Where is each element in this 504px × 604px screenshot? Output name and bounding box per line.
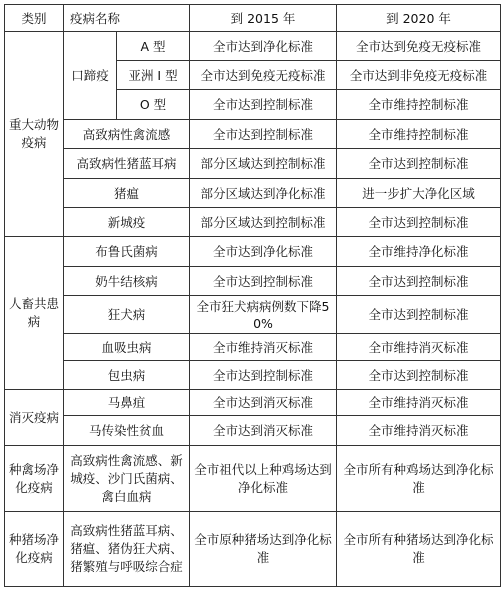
cell-2015: 部分区域达到净化标准 xyxy=(190,179,337,208)
disease-name: 血吸虫病 xyxy=(64,334,190,361)
group-pig-farm: 种猪场净化疫病 xyxy=(5,512,64,587)
cell-2015: 部分区域达到控制标准 xyxy=(190,208,337,237)
cell-2020: 进一步扩大净化区域 xyxy=(337,179,501,208)
cell-2015: 全市达到控制标准 xyxy=(190,120,337,149)
header-target-2015: 到 2015 年 xyxy=(190,5,337,32)
group-major: 重大动物疫病 xyxy=(5,32,64,237)
group-eliminate: 消灭疫病 xyxy=(5,390,64,446)
disease-name: 高致病性禽流感、新城疫、沙门氏菌病、禽白血病 xyxy=(64,446,190,512)
cell-2015: 全市达到免疫无疫标准 xyxy=(190,61,337,90)
table-row xyxy=(5,416,501,446)
disease-name: 新城疫 xyxy=(64,208,190,237)
cell-2020: 全市所有种鸡场达到净化标准 xyxy=(337,446,501,512)
disease-name: 布鲁氏菌病 xyxy=(64,237,190,267)
table-row xyxy=(5,334,501,361)
cell-2015: 全市原种猪场达到净化标准 xyxy=(190,512,337,587)
table-row xyxy=(5,149,501,179)
table-row xyxy=(5,296,501,334)
disease-name: 高致病性猪蓝耳病 xyxy=(64,149,190,179)
fmd-label: 口蹄疫 xyxy=(64,32,117,120)
disease-name: 马鼻疽 xyxy=(64,390,190,416)
table-row xyxy=(5,32,501,61)
table-row xyxy=(5,120,501,149)
table-row xyxy=(5,390,501,416)
cell-2020: 全市达到控制标准 xyxy=(337,149,501,179)
cell-2020: 全市达到控制标准 xyxy=(337,361,501,390)
cell-2020: 全市达到控制标准 xyxy=(337,296,501,334)
header-disease-name: 疫病名称 xyxy=(64,5,190,32)
cell-2020: 全市维持控制标准 xyxy=(337,120,501,149)
cell-2015: 全市达到消灭标准 xyxy=(190,390,337,416)
group-poultry-farm: 种禽场净化疫病 xyxy=(5,446,64,512)
cell-2015: 全市达到控制标准 xyxy=(190,267,337,296)
table-row xyxy=(5,208,501,237)
disease-name: 高致病性猪蓝耳病、猪瘟、猪伪狂犬病、猪繁殖与呼吸综合症 xyxy=(64,512,190,587)
fmd-o-type: O 型 xyxy=(117,90,190,120)
cell-2020: 全市维持消灭标准 xyxy=(337,334,501,361)
disease-name: 包虫病 xyxy=(64,361,190,390)
cell-2020: 全市达到免疫无疫标准 xyxy=(337,32,501,61)
cell-2020: 全市维持净化标准 xyxy=(337,237,501,267)
cell-2015: 部分区域达到控制标准 xyxy=(190,149,337,179)
cell-2015: 全市达到控制标准 xyxy=(190,90,337,120)
cell-2020: 全市达到控制标准 xyxy=(337,267,501,296)
disease-name: 马传染性贫血 xyxy=(64,416,190,446)
fmd-asia1: 亚洲 I 型 xyxy=(117,61,190,90)
table-row xyxy=(5,179,501,208)
cell-2015: 全市达到消灭标准 xyxy=(190,416,337,446)
table-row xyxy=(5,446,501,512)
disease-name: 猪瘟 xyxy=(64,179,190,208)
cell-2015: 全市维持消灭标准 xyxy=(190,334,337,361)
cell-2015: 全市达到净化标准 xyxy=(190,32,337,61)
disease-name: 奶牛结核病 xyxy=(64,267,190,296)
cell-2020: 全市维持控制标准 xyxy=(337,90,501,120)
cell-2015: 全市狂犬病病例数下降50% xyxy=(190,296,337,334)
table-row xyxy=(5,267,501,296)
table-row xyxy=(5,512,501,587)
fmd-a-type: A 型 xyxy=(117,32,190,61)
header-row xyxy=(5,5,501,32)
header-target-2020: 到 2020 年 xyxy=(337,5,501,32)
cell-2020: 全市达到控制标准 xyxy=(337,208,501,237)
disease-name: 狂犬病 xyxy=(64,296,190,334)
cell-2020: 全市达到非免疫无疫标准 xyxy=(337,61,501,90)
group-zoonotic: 人畜共患病 xyxy=(5,237,64,390)
cell-2020: 全市维持消灭标准 xyxy=(337,390,501,416)
table-row xyxy=(5,237,501,267)
cell-2015: 全市达到净化标准 xyxy=(190,237,337,267)
cell-2015: 全市祖代以上种鸡场达到净化标准 xyxy=(190,446,337,512)
disease-name: 高致病性禽流感 xyxy=(64,120,190,149)
cell-2020: 全市维持消灭标准 xyxy=(337,416,501,446)
header-category: 类别 xyxy=(5,5,64,32)
disease-control-table xyxy=(4,4,501,587)
cell-2020: 全市所有种猪场达到净化标准 xyxy=(337,512,501,587)
table-row xyxy=(5,361,501,390)
cell-2015: 全市达到控制标准 xyxy=(190,361,337,390)
